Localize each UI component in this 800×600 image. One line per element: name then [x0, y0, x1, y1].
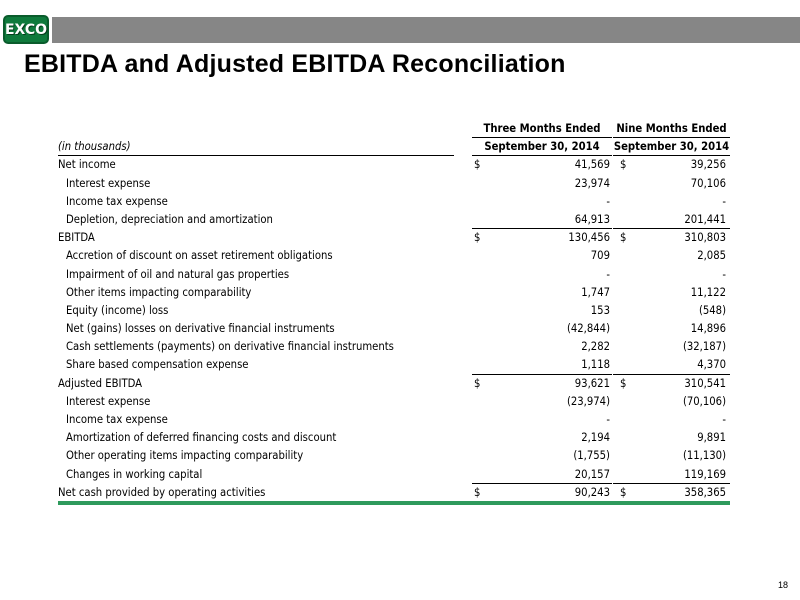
row-label: Other items impacting comparability [66, 285, 252, 299]
three-months-value: (23,974) [566, 394, 610, 408]
table-body [58, 156, 730, 502]
table-row [58, 175, 730, 193]
row-label: Share based compensation expense [66, 358, 249, 372]
row-label: Interest expense [66, 394, 151, 408]
logo-text: EXCO [4, 21, 48, 38]
table-row [58, 156, 730, 174]
date-header-row [58, 138, 730, 156]
nine-months-value: 4,370 [697, 358, 726, 372]
exco-logo [3, 15, 49, 44]
units-label: (in thousands) [58, 140, 131, 154]
row-label: Income tax expense [66, 194, 168, 208]
row-label: Other operating items impacting comparability [66, 449, 304, 463]
row-label: Depletion, depreciation and amortization [66, 212, 273, 226]
table-row [58, 338, 730, 356]
table-row [58, 429, 730, 447]
table-row [58, 284, 730, 302]
table-row [58, 302, 730, 320]
nine-months-value: (32,187) [682, 340, 726, 354]
header-bar [52, 17, 800, 43]
three-months-value: (1,755) [573, 449, 610, 463]
row-label: Impairment of oil and natural gas properties [66, 267, 290, 281]
row-label: Net (gains) losses on derivative financial instruments [66, 322, 335, 336]
table-row [58, 247, 730, 265]
row-label: Changes in working capital [66, 467, 203, 481]
currency-symbol: $ [474, 231, 481, 245]
three-months-header: Three Months Ended [483, 122, 601, 135]
currency-symbol: $ [620, 376, 627, 390]
three-months-value: - [606, 413, 610, 426]
three-months-value: 41,569 [574, 158, 610, 172]
period-header-row [58, 120, 730, 138]
row-label: Equity (income) loss [66, 303, 169, 317]
table-row [58, 466, 730, 484]
table-bottom-rule [58, 501, 730, 505]
nine-months-value: 39,256 [690, 158, 726, 172]
three-months-value: - [606, 267, 610, 281]
nine-months-value: 14,896 [690, 322, 726, 336]
three-months-value: (42,844) [566, 322, 610, 336]
table-row [58, 229, 730, 247]
three-months-value: 709 [590, 249, 610, 263]
slide-title: EBITDA and Adjusted EBITDA Reconciliation [24, 50, 566, 78]
nine-months-value: (11,130) [682, 449, 726, 463]
three-months-date: September 30, 2014 [484, 140, 600, 154]
row-label: Adjusted EBITDA [58, 376, 143, 390]
nine-months-value: 310,803 [684, 231, 726, 245]
row-label: Cash settlements (payments) on derivative financial instruments [66, 340, 394, 354]
three-months-value: 64,913 [574, 212, 610, 226]
nine-months-value: 2,085 [697, 249, 726, 263]
nine-months-value: 119,169 [684, 467, 726, 481]
three-months-value: 90,243 [574, 485, 610, 499]
table-row [58, 447, 730, 465]
nine-months-header: Nine Months Ended [616, 122, 727, 135]
three-months-value: 1,118 [581, 358, 610, 372]
nine-months-value: 9,891 [697, 431, 726, 445]
nine-months-value: 310,541 [684, 376, 726, 390]
row-label: Net income [58, 158, 116, 172]
three-months-value: 2,282 [581, 340, 610, 354]
nine-months-date: September 30, 2014 [613, 140, 730, 154]
table-row [58, 211, 730, 229]
currency-symbol: $ [474, 485, 481, 499]
nine-months-value: - [722, 194, 726, 208]
table-row [58, 266, 730, 284]
currency-symbol: $ [474, 158, 481, 172]
table-row [58, 411, 730, 429]
nine-months-value: 201,441 [684, 212, 726, 226]
row-label: Interest expense [66, 176, 151, 190]
row-label: Accretion of discount on asset retirement obligations [66, 249, 333, 263]
nine-months-value: (548) [698, 303, 726, 317]
three-months-value: 130,456 [568, 231, 610, 245]
nine-months-value: - [722, 413, 726, 426]
three-months-value: 20,157 [574, 467, 610, 481]
currency-symbol: $ [620, 158, 627, 172]
row-label: EBITDA [58, 231, 95, 245]
three-months-value: 23,974 [574, 176, 610, 190]
table-row [58, 193, 730, 211]
three-months-value: 153 [590, 303, 610, 317]
currency-symbol: $ [620, 485, 627, 499]
table-row [58, 484, 730, 502]
table-row [58, 393, 730, 411]
table-row [58, 356, 730, 374]
page-number: 18 [777, 580, 788, 590]
table-row [58, 320, 730, 338]
nine-months-value: 358,365 [684, 485, 726, 499]
nine-months-value: (70,106) [682, 394, 726, 408]
nine-months-value: 11,122 [690, 285, 726, 299]
three-months-value: 1,747 [581, 285, 610, 299]
row-label: Amortization of deferred financing costs and discount [66, 431, 337, 445]
currency-symbol: $ [474, 376, 481, 390]
currency-symbol: $ [620, 231, 627, 245]
three-months-value: - [606, 194, 610, 208]
three-months-value: 93,621 [574, 376, 610, 390]
three-months-value: 2,194 [581, 431, 610, 445]
reconciliation-table [58, 120, 730, 502]
row-label: Net cash provided by operating activities [58, 485, 266, 499]
row-label: Income tax expense [66, 413, 168, 426]
nine-months-value: - [722, 267, 726, 281]
table-row [58, 375, 730, 393]
nine-months-value: 70,106 [690, 176, 726, 190]
